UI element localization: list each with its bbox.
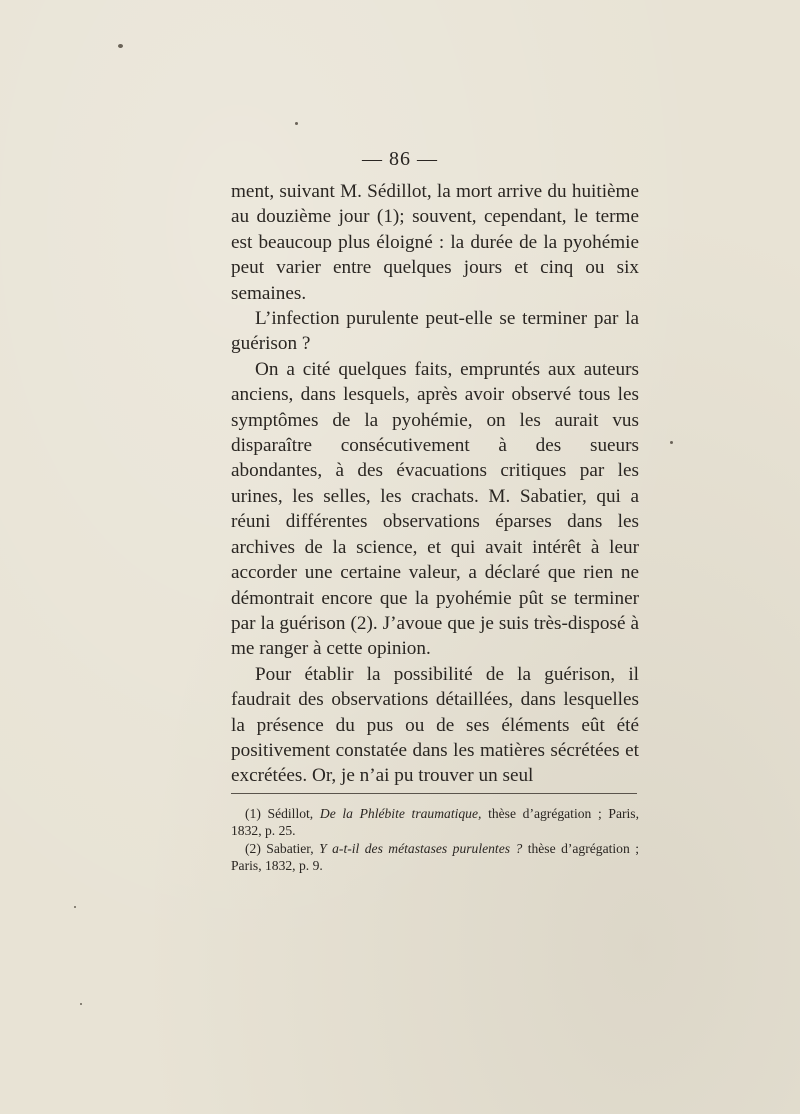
page-number: — 86 — [362,148,438,170]
paper-speck [74,906,76,908]
paper-speck [670,441,673,444]
paragraph: On a cité quelques faits, empruntés aux auteurs anciens, dans lesquels, après avoir observé tous les symptômes de la pyohémie, on les aurait vus disparaître consécutivement à des sueurs abondantes, à des évacuations critiques par les urines, les selles, les crachats. M. Sabatier, qui a réuni différentes observations éparses dans les archives de la science, et qui avait intérêt à leur accorder une certaine valeur, a déclaré que rien ne démontrait encore que la pyohémie pût se terminer par la guérison (2). J’avoue que je suis très-disposé à me ranger à cette opinion. [231,358,639,660]
paper-speck [80,1003,82,1005]
footnote-marker: (2) [245,840,261,856]
paper-speck [118,44,123,48]
footnote-rest: thèse d’agrégation ; Paris, 1832, p. 25. [231,806,639,839]
paragraph: L’infection purulente peut-elle se terminer par la guérison ? [231,308,639,355]
paper-speck [295,122,298,125]
footnotes [231,805,639,875]
body-text [231,179,639,789]
footnote-title: Y a-t-il des métastases purulentes ? [319,840,523,856]
footnote-rest: thèse d’agrégation ; Paris, 1832, p. 9. [231,840,639,874]
footnote-title: De la Phlébite traumatique, [319,806,482,821]
paragraph: ment, suivant M. Sédillot, la mort arrive du huitième au douzième jour (1); souvent, cependant, le terme est beaucoup plus éloigné : la durée de la pyohémie peut varier entre quelques jours et cinq ou six semaines. [231,181,639,304]
footnote-author: Sabatier, [266,840,314,856]
footnote [231,805,639,840]
paragraph: Pour établir la possibilité de la guérison, il faudrait des observations détaillées, dans lesquelles la présence du pus ou de ses éléments eût été positivement constatée dans les matières sécrétées et excrétées. Or, je n’ai pu trouver un seul [231,663,639,787]
footnote-author: Sédillot, [267,806,314,821]
footnote-marker: (1) [245,806,261,821]
footnote [231,840,639,875]
footnote-separator [231,793,637,794]
